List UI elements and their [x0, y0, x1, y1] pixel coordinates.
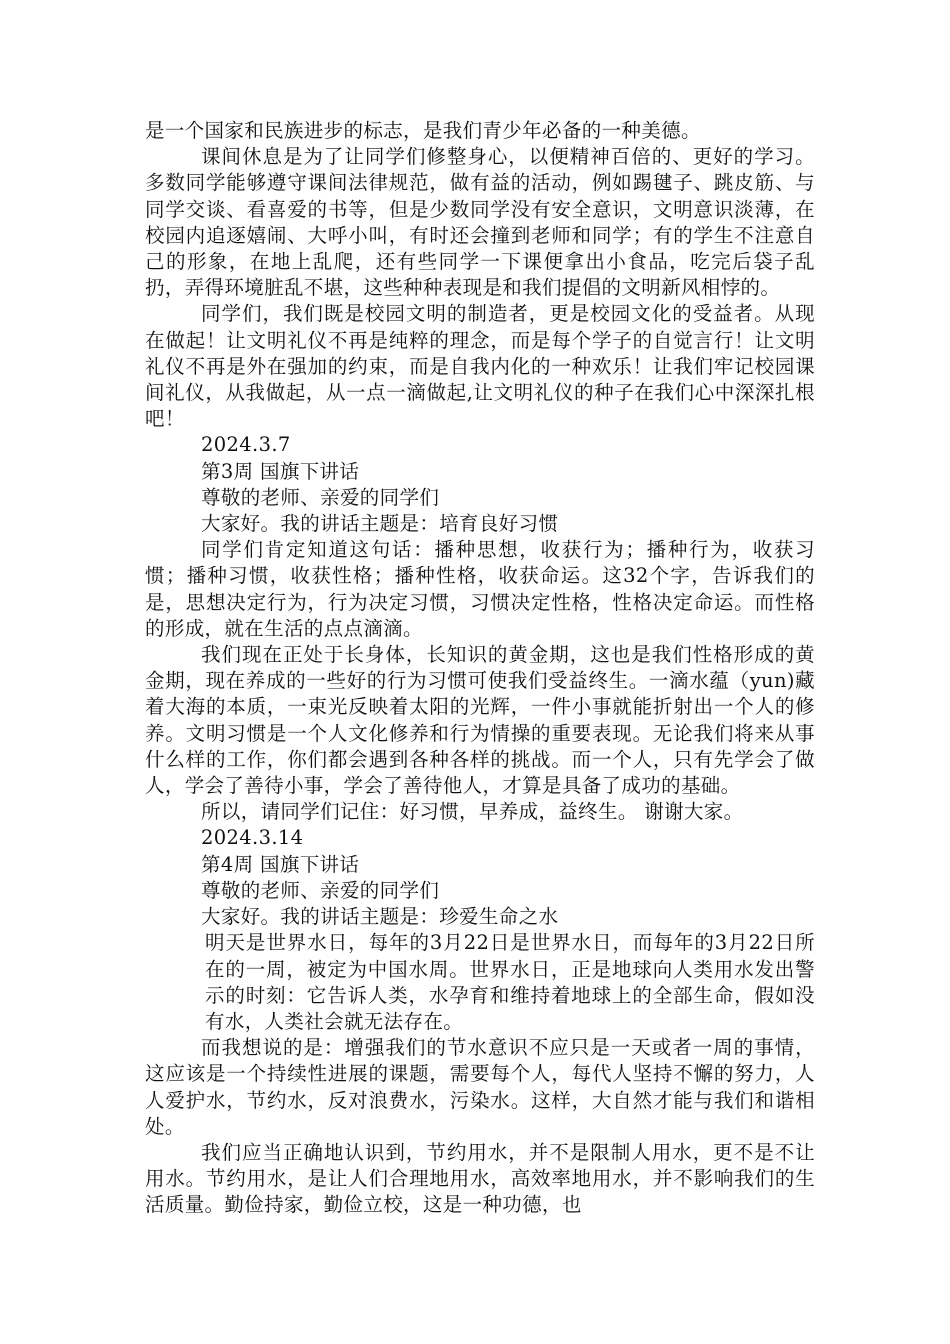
- document-body: [145, 118, 815, 1219]
- paragraph-recess-behavior: 课间休息是为了让同学们修整身心，以便精神百倍的、更好的学习。多数同学能够遵守课间法律规范，做有益的活动，例如踢毽子、跳皮筋、与同学交谈、看喜爱的书等，但是少数同学没有安全意识，文明意识淡薄，在校园内追逐嬉闹、大呼小叫，有时还会撞到老师和同学；有的学生不注意自己的形象，在地上乱爬，还有些同学一下课便拿出小食品，吃完后袋子乱扔，弄得环境脏乱不堪，这些种种表现是和我们提倡的文明新风相悖的。: [145, 145, 815, 300]
- date-line-2: 2024.3.14: [201, 826, 304, 850]
- paragraph-golden-period: 我们现在正处于长身体，长知识的黄金期，这也是我们性格形成的黄金期，现在养成的一些好的行为习惯可使我们受益终生。一滴水蕴（yun)藏着大海的本质，一束光反映着太阳的光辉，一件小事就能折射出一个人的修养。文明习惯是一个人文化修养和行为情操的重要表现。无论我们将来从事什么样的工作，你们都会遇到各种各样的挑战。而一个人，只有先学会了做人，学会了善待小事，学会了善待他人，才算是具备了成功的基础。: [145, 643, 815, 798]
- topic-line-1: 大家好。我的讲话主题是：培育良好习惯: [201, 512, 559, 536]
- paragraph-saving-water: 我们应当正确地认识到，节约用水，并不是限制人用水，更不是不让用水。节约用水，是让人们合理地用水，高效率地用水，并不影响我们的生活质量。勤俭持家，勤俭立校，这是一种功德，也: [145, 1140, 815, 1217]
- salutation-1: 尊敬的老师、亲爱的同学们: [201, 485, 440, 509]
- paragraph-world-water-day: 明天是世界水日，每年的3月22日是世界水日，而每年的3月22日所在的一周，被定为中国水周。世界水日，正是地球向人类用水发出警示的时刻：它告诉人类，水孕育和维持着地球上的全部生命，假如没有水，人类社会就无法存在。: [205, 931, 815, 1033]
- salutation-2: 尊敬的老师、亲爱的同学们: [201, 878, 440, 902]
- paragraph-habits-quote: 同学们肯定知道这句话：播种思想，收获行为；播种行为，收获习惯；播种习惯，收获性格；播种性格，收获命运。这32个字，告诉我们的是，思想决定行为，行为决定习惯，习惯决定性格，性格决定命运。而性格的形成，就在生活的点点滴滴。: [145, 538, 815, 640]
- week-3-heading: 第3周 国旗下讲话: [201, 459, 360, 483]
- topic-line-2: 大家好。我的讲话主题是：珍爱生命之水: [201, 905, 559, 929]
- paragraph-civility-call: 同学们，我们既是校园文明的制造者，更是校园文化的受益者。从现在做起！让文明礼仪不再是纯粹的理念，而是每个学子的自觉言行！让文明礼仪不再是外在强加的约束，而是自我内化的一种欢乐！让我们牢记校园课间礼仪，从我做起，从一点一滴做起,让文明礼仪的种子在我们心中深深扎根吧！: [145, 302, 815, 431]
- week-4-heading: 第4周 国旗下讲话: [201, 852, 360, 876]
- paragraph-1: 是一个国家和民族进步的标志，是我们青少年必备的一种美德。: [145, 119, 701, 142]
- closing-line-1: 所以，请同学们记住：好习惯，早养成，益终生。 谢谢大家。: [201, 800, 744, 824]
- paragraph-water-awareness: 而我想说的是：增强我们的节水意识不应只是一天或者一周的事情，这应该是一个持续性进展的课题，需要每个人，每代人坚持不懈的努力，人人爱护水，节约水，反对浪费水，污染水。这样，大自然才能与我们和谐相处。: [145, 1036, 815, 1138]
- date-line-1: 2024.3.7: [201, 433, 291, 457]
